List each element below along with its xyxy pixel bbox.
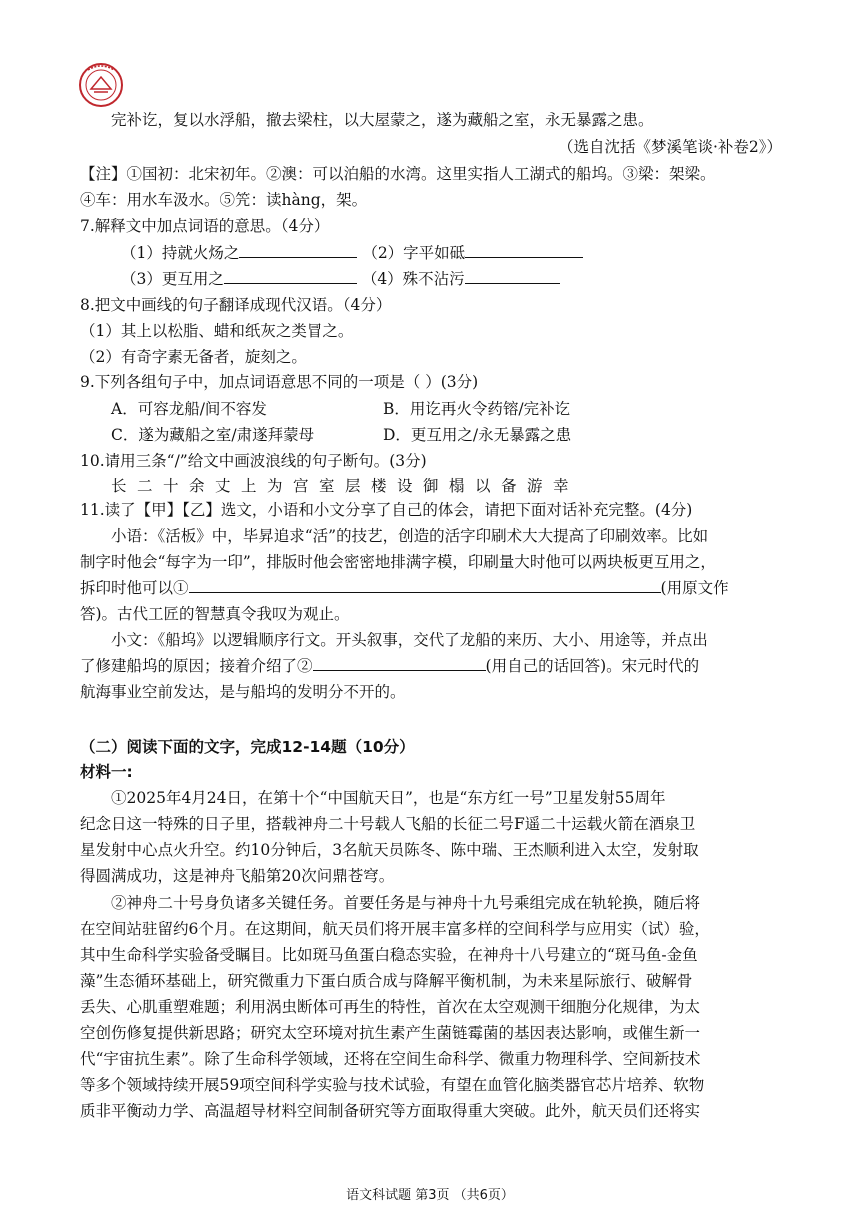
q11-p1-line-2: 制字时他会“每字为一印”，排版时他会密密地排满字模，印刷量大时他可以两块板更互用之， <box>80 553 716 571</box>
material-para-2-line-6: 空创伤修复提供新思路；研究太空环境对抗生素产生菌链霉菌的基因表达影响，或催生新一 <box>80 1024 701 1042</box>
q11-p2-line-2b: (用自己的话回答)。宋元时代的 <box>485 657 700 675</box>
q10-stem: 10.请用三条“/”给文中画波浪线的句子断句。(3分) <box>80 452 427 470</box>
material-1-label: 材料一: <box>80 763 133 781</box>
material-para-2-line-1: ②神舟二十号身负诸多关键任务。首要任务是与神舟十九号乘组完成在轨轮换，随后将 <box>111 894 701 912</box>
q11-p1-line-1: 小语：《活板》中，毕昇追求“活”的技艺，创造的活字印刷术大大提高了印刷效率。比如 <box>111 527 709 545</box>
q9-option-c: C．遂为藏船之室/肃遂拜蒙母 <box>111 426 315 444</box>
material-para-1-line-4: 得圆满成功，这是神舟飞船第20次问鼎苍穹。 <box>80 867 395 885</box>
notes-line-1: 【注】①国初：北宋初年。②澳：可以泊船的水湾。这里实指人工湖式的船坞。③梁：架梁。 <box>80 165 716 183</box>
page-footer: 语文科试题 第3页 （共6页） <box>346 1188 514 1203</box>
q9-row-2 <box>80 425 782 445</box>
notes-line-2: ④车：用水车汲水。⑤笐：读hàng，架。 <box>80 191 368 209</box>
q9-option-b: B．用讫再火令药镕/完补讫 <box>383 400 571 418</box>
q7-answer-blank-1[interactable] <box>239 243 357 258</box>
q11-p2-line-2 <box>80 656 782 676</box>
passage-end-line: 完补讫，复以水浮船，撤去梁柱，以大屋蒙之，遂为藏船之室，永无暴露之患。 <box>111 111 654 129</box>
q7-item-2: （2）字平如砥 <box>362 244 466 262</box>
q7-item-4: （4）殊不沾污 <box>361 270 465 288</box>
q7-row-2 <box>80 269 782 289</box>
q11-p1-line-3a: 拆印时他可以① <box>80 579 189 597</box>
q11-p1-line-3b: (用原文作 <box>660 579 729 597</box>
q9-option-d: D．更互用之/永无暴露之患 <box>383 426 572 444</box>
q11-p2-line-2a: 了修建船坞的原因；接着介绍了② <box>80 657 313 675</box>
q7-item-3: （3）更互用之 <box>121 270 224 288</box>
material-para-1-line-3: 星发射中心点火升空。约10分钟后，3名航天员陈冬、陈中瑞、王杰顺利进入太空，发射取 <box>80 841 699 859</box>
school-seal-icon <box>78 62 124 108</box>
material-para-2-line-4: 藻”生态循环基础上，研究微重力下蛋白质合成与降解平衡机制，为未来星际旅行、破解骨 <box>80 972 693 990</box>
q9-row-1 <box>80 399 782 419</box>
q11-answer-blank-1[interactable] <box>189 578 661 593</box>
material-para-2-line-7: 代“宇宙抗生素”。除了生命科学领域，还将在空间生命科学、微重力物理科学、空间新技术 <box>80 1050 701 1068</box>
q7-answer-blank-4[interactable] <box>465 269 560 284</box>
q11-p2-line-1: 小文：《船坞》以逻辑顺序行文。开头叙事，交代了龙船的来历、大小、用途等，并点出 <box>111 631 708 649</box>
q7-answer-blank-3[interactable] <box>224 269 357 284</box>
q7-row-1 <box>80 243 782 263</box>
q11-answer-blank-2[interactable] <box>313 656 486 671</box>
material-para-1-line-2: 纪念日这一特殊的日子里，搭载神舟二十号载人飞船的长征二号F遥二十运载火箭在酒泉卫 <box>80 815 696 833</box>
section-2-heading: （二）阅读下面的文字，完成12-14题（10分） <box>80 738 415 756</box>
q9-stem: 9.下列各组句子中，加点词语意思不同的一项是（ ）(3分) <box>80 373 479 391</box>
q11-p2-line-3: 航海事业空前发达，是与船坞的发明分不开的。 <box>80 683 406 701</box>
q7-stem: 7.解释文中加点词语的意思。（4分） <box>80 217 330 235</box>
q8-stem: 8.把文中画线的句子翻译成现代汉语。（4分） <box>80 296 392 314</box>
q8-item-2: （2）有奇字素无备者，旋刻之。 <box>80 348 307 366</box>
q7-item-1: （1）持就火炀之 <box>121 244 240 262</box>
q9-option-a: A．可容龙船/间不容发 <box>111 400 267 418</box>
material-para-1-line-1: ①2025年4月24日，在第十个“中国航天日”，也是“东方红一号”卫星发射55周年 <box>111 789 666 807</box>
q10-sentence: 长二十余丈上为宫室层楼设御榻以备游幸 <box>111 477 580 495</box>
material-para-2-line-9: 质非平衡动力学、高温超导材料空间制备研究等方面取得重大突破。此外，航天员们还将实 <box>80 1102 701 1120</box>
material-para-2-line-8: 等多个领域持续开展59项空间科学实验与技术试验，有望在血管化脑类器官芯片培养、软物 <box>80 1076 705 1094</box>
q11-stem: 11.读了【甲】【乙】选文，小语和小文分享了自己的体会，请把下面对话补充完整。(4分) <box>80 501 693 519</box>
material-para-2-line-2: 在空间站驻留约6个月。在这期间，航天员们将开展丰富多样的空间科学与应用实（试）验， <box>80 920 710 938</box>
material-para-2-line-3: 其中生命科学实验备受瞩目。比如斑马鱼蛋白稳态实验，在神舟十八号建立的“斑马鱼-金鱼 <box>80 946 698 964</box>
material-para-2-line-5: 丢失、心肌重塑难题；利用涡虫断体可再生的特性，首次在太空观测干细胞分化规律，为太 <box>80 998 701 1016</box>
q11-p1-line-4: 答)。古代工匠的智慧真令我叹为观止。 <box>80 605 350 623</box>
q8-item-1: （1）其上以松脂、蜡和纸灰之类冒之。 <box>80 322 354 340</box>
q11-p1-line-3 <box>80 578 782 598</box>
q7-answer-blank-2[interactable] <box>465 243 583 258</box>
passage-source: （选自沈括《梦溪笔谈·补卷2》） <box>557 138 782 156</box>
